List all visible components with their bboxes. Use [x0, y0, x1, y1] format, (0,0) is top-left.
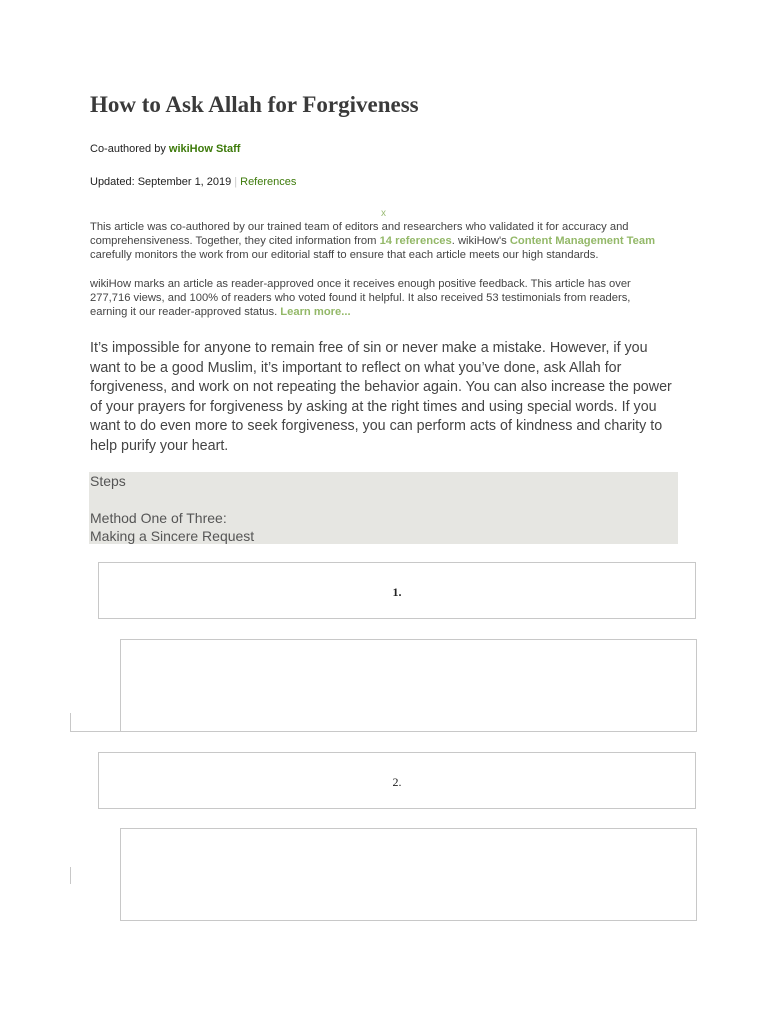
step-content-box: [120, 828, 697, 921]
step-number-box: [98, 562, 696, 619]
notice-text: wikiHow marks an article as reader-approved once it receives enough positive feedback. This article has over 277,716 views, and 100% of readers who voted found it helpful. It also received 53 testimonials from readers, earning it our reader-approved status.: [90, 278, 631, 319]
author-link[interactable]: wikiHow Staff: [168, 143, 241, 155]
notice-text: carefully monitors the work from our editorial staff to ensure that each article meets our high standards.: [90, 249, 599, 262]
reader-approved-notice: [90, 277, 670, 320]
method-title: Making a Sincere Request: [90, 528, 255, 544]
learn-more-link[interactable]: Learn more...: [280, 306, 351, 319]
coauthor-notice: [90, 220, 670, 263]
step-number: 1.: [392, 585, 402, 599]
method-number: Method One of Three:: [90, 510, 227, 526]
article-title: How to Ask Allah for Forgiveness: [90, 92, 419, 117]
notice-text: . wikiHow's: [451, 235, 510, 248]
separator: |: [234, 176, 238, 188]
close-icon[interactable]: x: [381, 208, 386, 219]
intro-paragraph: It’s impossible for anyone to remain free of sin or never make a mistake. However, if you want to be a good Muslim, it’s important to reflect on what you’ve done, ask Allah for forgiveness, and work on not repeating the behavior again. You can also increase the power of your prayers for forgiveness by asking at the right times and using special words. If you want to do even more to seek forgiveness, you can perform acts of kindness and charity to help purify your heart.: [90, 340, 672, 454]
references-link[interactable]: References: [240, 176, 297, 188]
step-content-box: [120, 639, 697, 732]
margin-mark: [70, 713, 71, 732]
byline: [90, 143, 240, 155]
updated-line: [90, 176, 296, 188]
steps-label: Steps: [90, 473, 126, 489]
margin-mark: [70, 731, 120, 732]
steps-header: [89, 472, 678, 544]
step-number: 2.: [392, 775, 402, 789]
margin-mark: [70, 867, 71, 884]
coauthored-prefix: Co-authored by: [90, 143, 169, 155]
step-number-box: [98, 752, 696, 809]
updated-date: Updated: September 1, 2019: [90, 176, 232, 188]
content-management-team-link[interactable]: Content Management Team: [509, 235, 656, 248]
notice-text: This article was co-authored by our trained team of editors and researchers who validated it for accuracy and comprehensiveness. Together, they cited information from: [90, 221, 629, 248]
references-count-link[interactable]: 14 references: [379, 235, 452, 248]
method-heading: [90, 509, 254, 545]
